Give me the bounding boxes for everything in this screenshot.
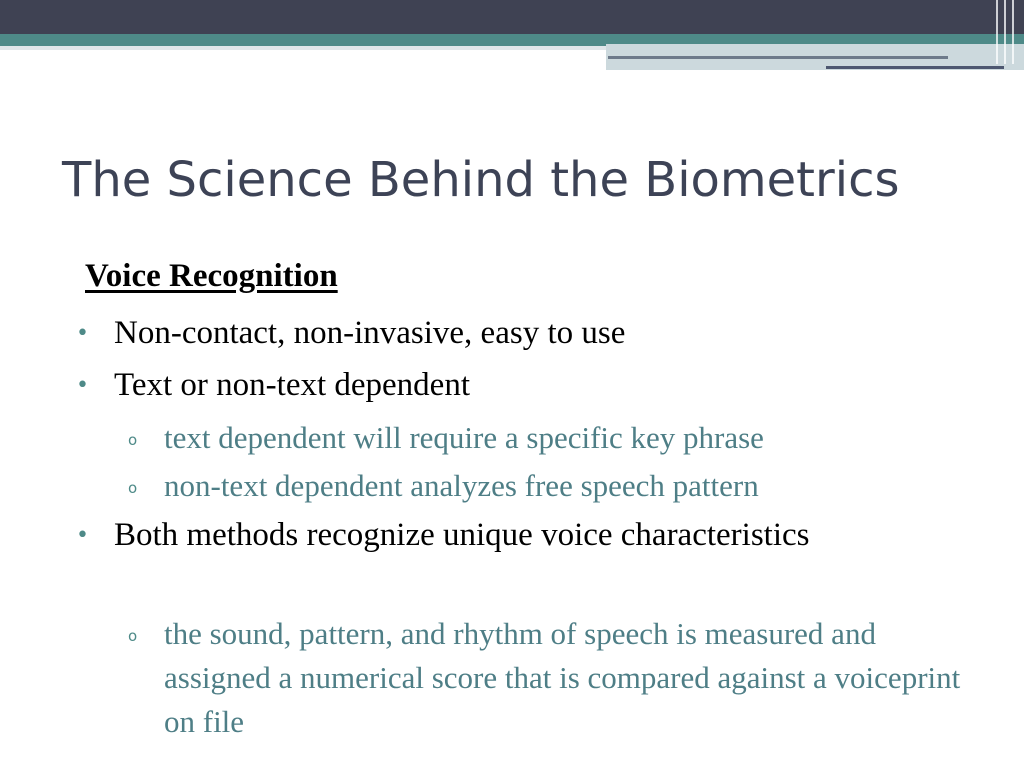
sub-bullet-icon: o	[128, 479, 138, 497]
bullet-text: Text or non-text dependent	[114, 367, 470, 403]
sub-bullet-text: the sound, pattern, and rhythm of speech is measured and assigned a numerical score that is compared against a voiceprint on file	[164, 616, 961, 739]
bullet-item	[76, 362, 994, 409]
sub-bullet-icon: o	[128, 627, 138, 645]
sub-bullet-icon: o	[128, 431, 138, 449]
sub-bullet-text: non-text dependent analyzes free speech pattern	[164, 468, 759, 503]
bullet-item	[76, 310, 994, 357]
bullet-icon: •	[76, 523, 89, 548]
sub-bullet-item	[128, 416, 974, 460]
sub-bullet-item	[128, 464, 974, 508]
sub-bullet-text: text dependent will require a specific key phrase	[164, 420, 764, 455]
section-heading: Voice Recognition	[85, 258, 338, 294]
bullet-icon: •	[76, 373, 89, 398]
bullet-item	[76, 512, 814, 559]
bullet-text: Both methods recognize unique voice characteristics	[114, 517, 810, 553]
slide-title: The Science Behind the Biometrics	[62, 152, 900, 208]
bullet-icon: •	[76, 321, 89, 346]
bullet-text: Non-contact, non-invasive, easy to use	[114, 315, 626, 351]
sub-bullet-item	[128, 612, 964, 744]
